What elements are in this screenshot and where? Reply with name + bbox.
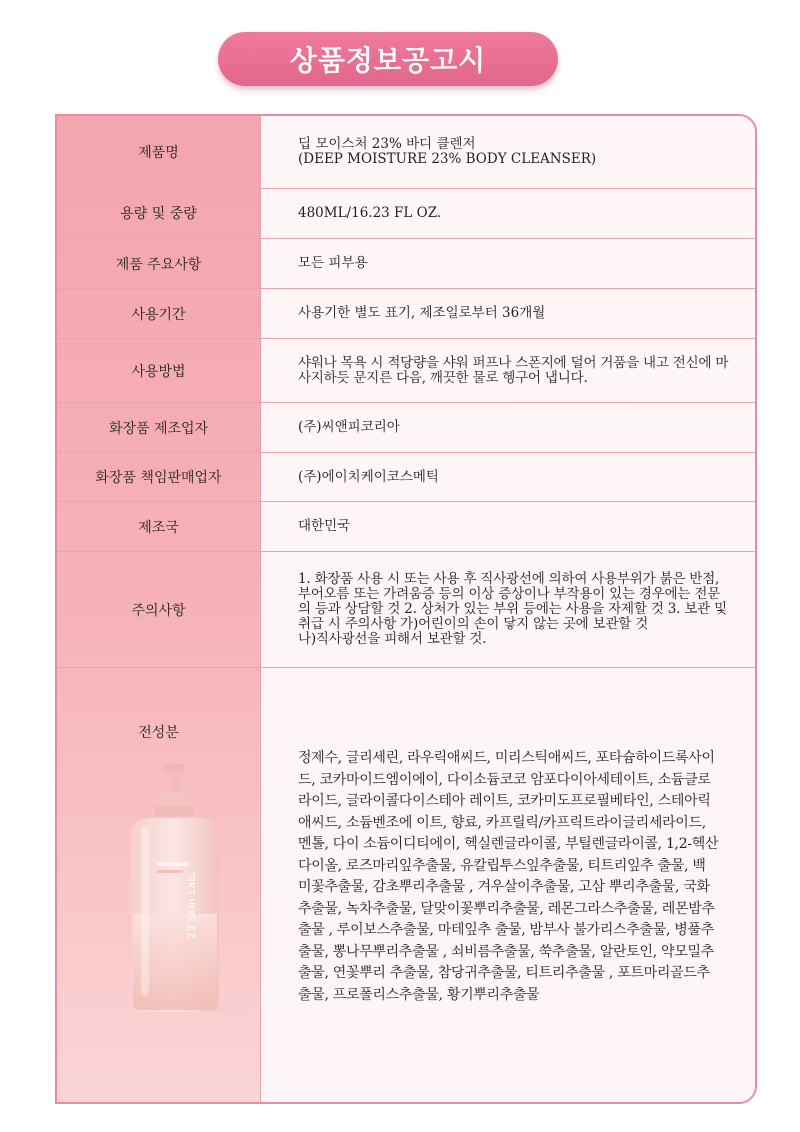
ingredients-line: 멘톨, 다이 소듐이디티에이, 헥실렌글라이콜, 부틸렌글라이콜, 1,2-헥산 (298, 836, 719, 852)
row-label: 전성분 (138, 725, 179, 741)
caution-line: 1. 화장품 사용 시 또는 사용 후 직사광선에 의하여 사용부위가 붉은 반점, (298, 571, 720, 587)
row-value: (주)씨앤피코리아 (298, 419, 400, 435)
bottle-brand-text: 23 Skin Lab. (185, 871, 198, 939)
row-label: 제품명 (138, 145, 179, 161)
row-label: 화장품 제조업자 (108, 420, 209, 437)
ingredients-line: 출물 , 루이보스추출물, 마테잎추 출물, 밤부사 불가리스추출물, 병풀추 (298, 922, 714, 938)
row-label: 사용방법 (131, 363, 186, 380)
row-value: 사용기한 별도 표기, 제조일로부터 36개월 (298, 305, 546, 321)
row-label: 사용기간 (131, 306, 186, 323)
table-row (57, 339, 755, 403)
caution-line: 부어오름 또는 가려움증 등의 이상 증상이나 부작용이 있는 경우에는 전문 (298, 586, 721, 602)
product-bottle-image (117, 764, 249, 1014)
ingredients-line: 미꽃추출물, 감초뿌리추출물 , 겨우살이추출물, 고삼 뿌리추출물, 국화 (298, 879, 710, 895)
row-value: 480ML/16.23 FL OZ. (298, 204, 442, 221)
table-row (57, 403, 755, 453)
row-label: 용량 및 중량 (120, 206, 197, 222)
page-title: 상품정보공고시 (289, 44, 487, 77)
row-label: 화장품 책임판매업자 (95, 470, 222, 486)
row-label: 주의사항 (131, 602, 186, 619)
usage-line: 샤워나 목욕 시 적당량을 샤워 퍼프나 스폰지에 덜어 거품을 내고 전신에 마 (298, 354, 729, 371)
table-row (57, 668, 755, 1102)
table-row (57, 552, 755, 668)
caution-line: 나)직사광선을 피해서 보관할 것. (298, 631, 487, 647)
page-title-banner (218, 32, 558, 86)
table-row (57, 239, 755, 289)
row-value (298, 339, 737, 402)
row-label: 제품 주요사항 (115, 256, 202, 273)
table-row (57, 289, 755, 339)
table-row (57, 116, 755, 189)
ingredients-line: 출물, 뽕나무뿌리추출물 , 쇠비름추출물, 쑥추출물, 알란토인, 약모밀추 (298, 943, 714, 960)
ingredients-line: 라이드, 글라이콜다이스테아 레이트, 코카미도프로필베타인, 스테아릭 (298, 793, 711, 809)
product-name-korean: 딥 모이스처 23% 바디 클렌저 (298, 136, 476, 152)
row-value: (주)에이치케이코스메틱 (298, 468, 439, 485)
row-value: 대한민국 (298, 518, 351, 534)
column-divider (260, 116, 261, 1102)
caution-line: 의 등과 상담할 것 2. 상처가 있는 부위 등에는 사용을 자제할 것 3. 보관 및 (298, 601, 727, 617)
product-name-english: (DEEP MOISTURE 23% BODY CLEANSER) (298, 151, 597, 167)
caution-line: 취급 시 주의사항 가)어린이의 손이 닿지 않는 곳에 보관할 것 (298, 616, 649, 632)
ingredients-line: 출물, 연꽃뿌리 추출물, 참당귀추출물, 티트리추출물 , 포트마리골드추 (298, 965, 710, 981)
ingredients-line: 드, 코카마이드엠이에이, 다이소듐코코 암포다이아세테이트, 소듐클로 (298, 771, 711, 788)
usage-line: 사지하듯 문지른 다음, 깨끗한 물로 헹구어 냅니다. (298, 369, 588, 386)
ingredients-list (298, 748, 739, 1006)
ingredients-line: 애씨드, 소듐벤조에 이트, 향료, 카프릴릭/카프릭트라이글리세라이드, (298, 814, 706, 831)
ingredients-line: 다이올, 로즈마리잎추출물, 유칼립투스잎추출물, 티트리잎추 출물, 백 (298, 857, 706, 874)
table-row (57, 502, 755, 552)
row-value (298, 116, 737, 188)
row-label: 제조국 (138, 519, 179, 536)
product-info-table (55, 114, 757, 1104)
table-row (57, 188, 755, 239)
ingredients-line: 정제수, 글리세린, 라우릭애씨드, 미리스틱애씨드, 포타슘하이드록사이 (298, 750, 715, 766)
row-value (298, 552, 737, 667)
ingredients-line: 추출물, 녹차추출물, 달맞이꽃뿌리추출물, 레몬그라스추출물, 레몬밤추 (298, 900, 715, 917)
row-value: 모든 피부용 (298, 255, 368, 271)
ingredients-line: 출물, 프로폴리스추출물, 황기뿌리추출물 (298, 986, 540, 1003)
table-row (57, 453, 755, 502)
